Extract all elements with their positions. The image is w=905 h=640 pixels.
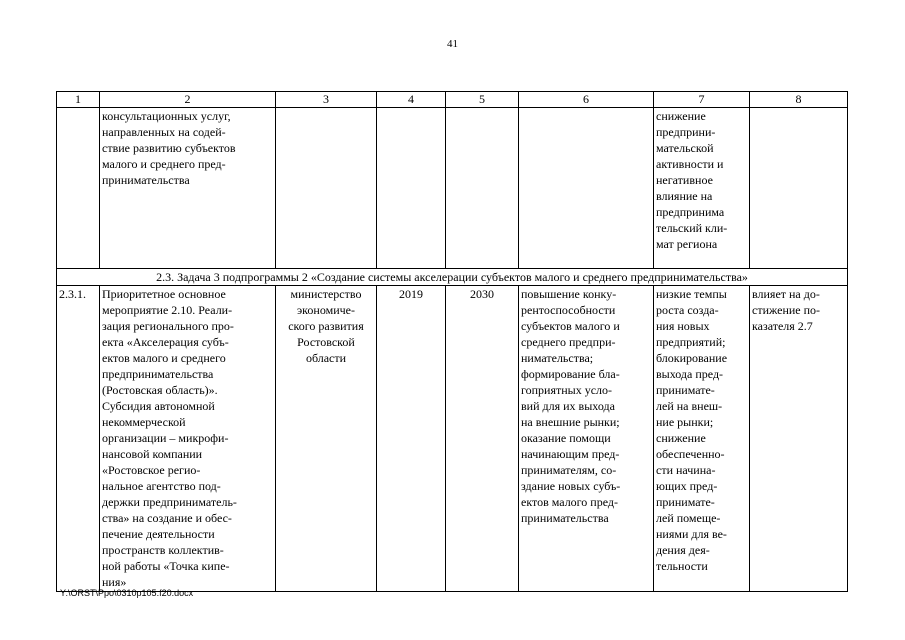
text-line: субъектов малого и xyxy=(521,319,620,333)
measure-number: 2.3.1. xyxy=(57,286,100,592)
footer-file-path: Y:\ORST\Ppo\0310p105.f20.docx xyxy=(60,588,194,598)
text-line: лей на внеш- xyxy=(656,399,723,413)
text-line: предпринима xyxy=(656,205,725,219)
text-line: зация регионального про- xyxy=(102,319,234,333)
text-line: рентоспособности xyxy=(521,303,616,317)
cell-number xyxy=(57,108,100,269)
text-line: нимательства; xyxy=(521,351,594,365)
task-header-row xyxy=(57,269,848,286)
text-line: нансовой компании xyxy=(102,447,203,461)
column-number: 1 xyxy=(57,92,100,108)
measure-row-2-3-1 xyxy=(57,286,848,592)
text-line: тельности xyxy=(656,559,708,573)
text-line: начинающим пред- xyxy=(521,447,620,461)
text-line: обеспеченно- xyxy=(656,447,725,461)
measure-expected-result xyxy=(519,286,654,592)
cell-executor xyxy=(276,108,377,269)
text-line: на внешние рынки; xyxy=(521,415,620,429)
text-line: нальное агентство под- xyxy=(102,479,221,493)
measure-executor xyxy=(276,286,377,592)
text-line: мат региона xyxy=(656,237,718,251)
text-line: консультационных услуг, xyxy=(102,109,231,123)
text-line: ной работы «Точка кипе- xyxy=(102,559,230,573)
cell-indicator xyxy=(750,108,848,269)
text-line: казателя 2.7 xyxy=(752,319,813,333)
text-line: екта «Акселерация субъ- xyxy=(102,335,229,349)
column-number: 6 xyxy=(519,92,654,108)
text-line: области xyxy=(305,351,347,365)
text-line: организации – микрофи- xyxy=(102,431,229,445)
column-number: 3 xyxy=(276,92,377,108)
text-line: снижение xyxy=(656,109,706,123)
text-line: роста созда- xyxy=(656,303,719,317)
cell-consequences xyxy=(654,108,750,269)
text-line: повышение конку- xyxy=(521,287,617,301)
text-line: предпринимательства xyxy=(102,367,214,381)
text-line: «Ростовское регио- xyxy=(102,463,201,477)
text-line: Ростовской xyxy=(297,335,355,349)
text-line: предприни- xyxy=(656,125,716,139)
text-line: здание новых субъ- xyxy=(521,479,621,493)
text-line: печение деятельности xyxy=(102,527,215,541)
text-line: выхода пред- xyxy=(656,367,724,381)
text-line: принимательства xyxy=(521,511,609,525)
text-line: Приоритетное основное xyxy=(102,287,226,301)
text-line: малого и среднего пред- xyxy=(102,157,226,171)
text-line: ствие развитию субъектов xyxy=(102,141,236,155)
continuation-row xyxy=(57,108,848,269)
text-line: влияет на до- xyxy=(752,287,820,301)
cell-measure xyxy=(100,108,276,269)
cell-start-year xyxy=(377,108,446,269)
text-line: гоприятных усло- xyxy=(521,383,613,397)
text-line: принимате- xyxy=(656,383,715,397)
text-line: некоммерческой xyxy=(102,415,186,429)
text-line: принимателям, со- xyxy=(521,463,617,477)
text-line: мероприятие 2.10. Реали- xyxy=(102,303,233,317)
task-header: 2.3. Задача 3 подпрограммы 2 «Создание системы акселерации субъектов малого и среднего предпринимательства» xyxy=(57,269,848,286)
text-line: сти начина- xyxy=(656,463,716,477)
text-line: экономиче- xyxy=(297,303,355,317)
text-line: принимате- xyxy=(656,495,715,509)
measure-description xyxy=(100,286,276,592)
measures-table xyxy=(56,91,848,592)
column-number: 2 xyxy=(100,92,276,108)
text-line: негативное xyxy=(656,173,713,187)
measure-indicator-link xyxy=(750,286,848,592)
column-number: 4 xyxy=(377,92,446,108)
column-number: 8 xyxy=(750,92,848,108)
text-line: ского развития xyxy=(288,319,364,333)
column-number: 7 xyxy=(654,92,750,108)
text-line: тельский кли- xyxy=(656,221,728,235)
text-line: формирование бла- xyxy=(521,367,620,381)
text-line: ние рынки; xyxy=(656,415,714,429)
cell-expected-result xyxy=(519,108,654,269)
text-line: (Ростовская область)». xyxy=(102,383,218,397)
text-line: направленных на содей- xyxy=(102,125,226,139)
text-line: низкие темпы xyxy=(656,287,727,301)
text-line: вий для их выхода xyxy=(521,399,615,413)
text-line: снижение xyxy=(656,431,706,445)
text-line: активности и xyxy=(656,157,724,171)
text-line: держки предприниматель- xyxy=(102,495,237,509)
measure-consequences xyxy=(654,286,750,592)
text-line: пространств коллектив- xyxy=(102,543,224,557)
text-line: ниями для ве- xyxy=(656,527,727,541)
text-line: ектов малого пред- xyxy=(521,495,618,509)
cell-end-year xyxy=(446,108,519,269)
text-line: ющих пред- xyxy=(656,479,718,493)
text-line: оказание помощи xyxy=(521,431,611,445)
text-line: ния» xyxy=(102,575,127,589)
text-line: мательской xyxy=(656,141,714,155)
text-line: стижение по- xyxy=(752,303,821,317)
text-line: Субсидия автономной xyxy=(102,399,215,413)
column-number-row xyxy=(57,92,848,108)
measure-end-year: 2030 xyxy=(446,286,519,592)
text-line: министерство xyxy=(290,287,362,301)
text-line: среднего предпри- xyxy=(521,335,616,349)
text-line: предприятий; xyxy=(656,335,726,349)
text-line: лей помеще- xyxy=(656,511,721,525)
text-line: ства» на создание и обес- xyxy=(102,511,232,525)
text-line: ния новых xyxy=(656,319,710,333)
text-line: блокирование xyxy=(656,351,728,365)
text-line: принимательства xyxy=(102,173,190,187)
column-number: 5 xyxy=(446,92,519,108)
measure-start-year: 2019 xyxy=(377,286,446,592)
text-line: ектов малого и среднего xyxy=(102,351,226,365)
page-number: 41 xyxy=(447,38,458,50)
text-line: дения дея- xyxy=(656,543,710,557)
text-line: влияние на xyxy=(656,189,713,203)
